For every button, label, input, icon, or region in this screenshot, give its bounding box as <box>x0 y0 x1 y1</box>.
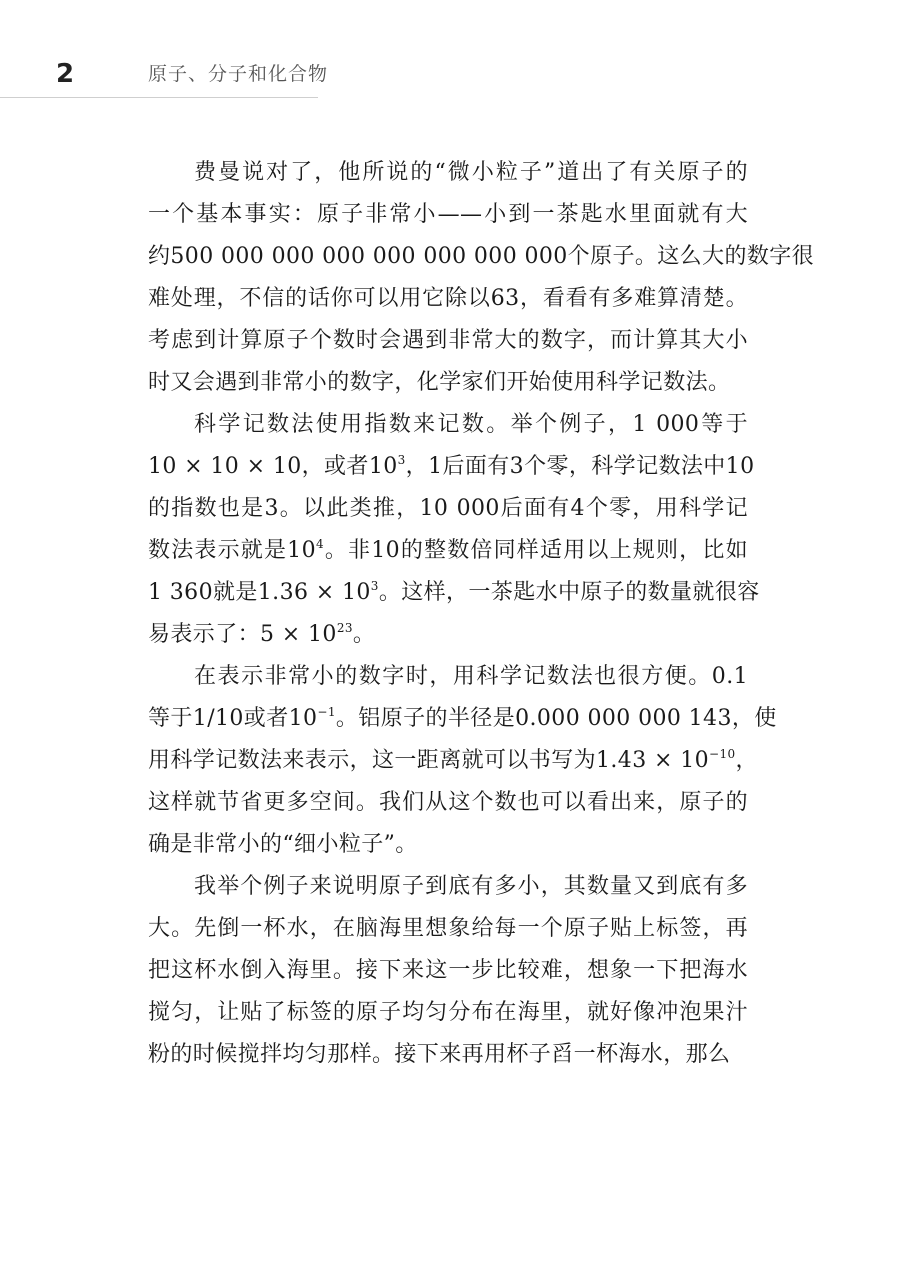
exponent: −1 <box>317 705 336 719</box>
text-line <box>148 866 748 908</box>
text-line <box>148 698 777 740</box>
exponent: 3 <box>370 579 379 593</box>
text-run: 。这样，一茶匙水中原子的数量就很容 <box>378 580 760 605</box>
text-run: 易表示了：5 × 10 <box>148 622 337 647</box>
text-line <box>148 278 748 320</box>
text-run: ， <box>735 748 758 773</box>
text-run: 。非10的整数倍同样适用以上规则，比如 <box>324 538 748 563</box>
chapter-title: 原子、分子和化合物 <box>148 63 329 85</box>
text-run: 在表示非常小的数字时，用科学记数法也很方便。0.1 <box>194 664 748 689</box>
text-line <box>148 488 748 530</box>
text-run: 等于1/10或者10 <box>148 706 318 731</box>
text-run: 这样就节省更多空间。我们从这个数也可以看出来，原子的 <box>148 790 748 815</box>
text-run: 大。先倒一杯水，在脑海里想象给每一个原子贴上标签，再 <box>148 916 748 941</box>
text-line <box>148 194 748 236</box>
text-run: 的指数也是3。以此类推，10 000后面有4个零，用科学记 <box>148 496 748 521</box>
text-run: ，1后面有3个零，科学记数法中10 <box>405 454 755 479</box>
text-line <box>148 572 760 614</box>
paragraph <box>148 656 777 866</box>
exponent: 3 <box>397 453 406 467</box>
text-run: 一个基本事实：原子非常小——小到一茶匙水里面就有大 <box>148 202 748 227</box>
text-run: 费曼说对了，他所说的“微小粒子”道出了有关原子的 <box>194 160 748 185</box>
text-line <box>148 362 748 404</box>
page-number: 2 <box>56 59 75 89</box>
exponent: 4 <box>315 537 325 551</box>
text-line <box>148 1034 748 1076</box>
text-run: 10 × 10 × 10，或者10 <box>148 454 398 479</box>
text-run: 搅匀，让贴了标签的原子均匀分布在海里，就好像冲泡果汁 <box>148 1000 748 1025</box>
text-run: 1 360就是1.36 × 10 <box>148 580 371 605</box>
text-line <box>148 320 748 362</box>
text-line <box>148 446 755 488</box>
text-line <box>148 656 748 698</box>
text-line <box>148 152 748 194</box>
text-line <box>148 530 748 572</box>
text-run: 科学记数法使用指数来记数。举个例子，1 000等于 <box>194 412 748 437</box>
text-run: 约500 000 000 000 000 000 000 000个原子。这么大的数字很 <box>148 244 815 269</box>
text-run: 把这杯水倒入海里。接下来这一步比较难，想象一下把海水 <box>148 958 748 983</box>
text-run: 。 <box>352 622 376 647</box>
text-run: 考虑到计算原子个数时会遇到非常大的数字，而计算其大小 <box>148 328 748 353</box>
text-line <box>148 782 748 824</box>
text-run: 数法表示就是10 <box>148 538 316 563</box>
text-line <box>148 908 748 950</box>
text-run: 我举个例子来说明原子到底有多小，其数量又到底有多 <box>194 874 748 899</box>
header-divider <box>0 97 318 98</box>
text-run: 确是非常小的“细小粒子”。 <box>148 832 418 857</box>
text-line <box>148 824 748 866</box>
text-line <box>148 614 748 656</box>
text-line <box>148 236 815 278</box>
text-run: 。铝原子的半径是0.000 000 000 143，使 <box>335 706 777 731</box>
text-line <box>148 950 748 992</box>
text-run: 粉的时候搅拌均匀那样。接下来再用杯子舀一杯海水，那么 <box>148 1042 731 1067</box>
exponent: 23 <box>336 621 353 635</box>
text-run: 时又会遇到非常小的数字，化学家们开始使用科学记数法。 <box>148 370 731 395</box>
exponent: −10 <box>709 747 736 761</box>
text-line <box>148 404 748 446</box>
paragraph <box>148 866 748 1076</box>
page-header <box>0 0 900 100</box>
text-line <box>148 992 748 1034</box>
body-text <box>148 152 815 1076</box>
text-line <box>148 740 758 782</box>
text-run: 用科学记数法来表示，这一距离就可以书写为1.43 × 10 <box>148 748 709 773</box>
paragraph <box>148 404 760 656</box>
text-run: 难处理，不信的话你可以用它除以63，看看有多难算清楚。 <box>148 286 748 311</box>
paragraph <box>148 152 815 404</box>
